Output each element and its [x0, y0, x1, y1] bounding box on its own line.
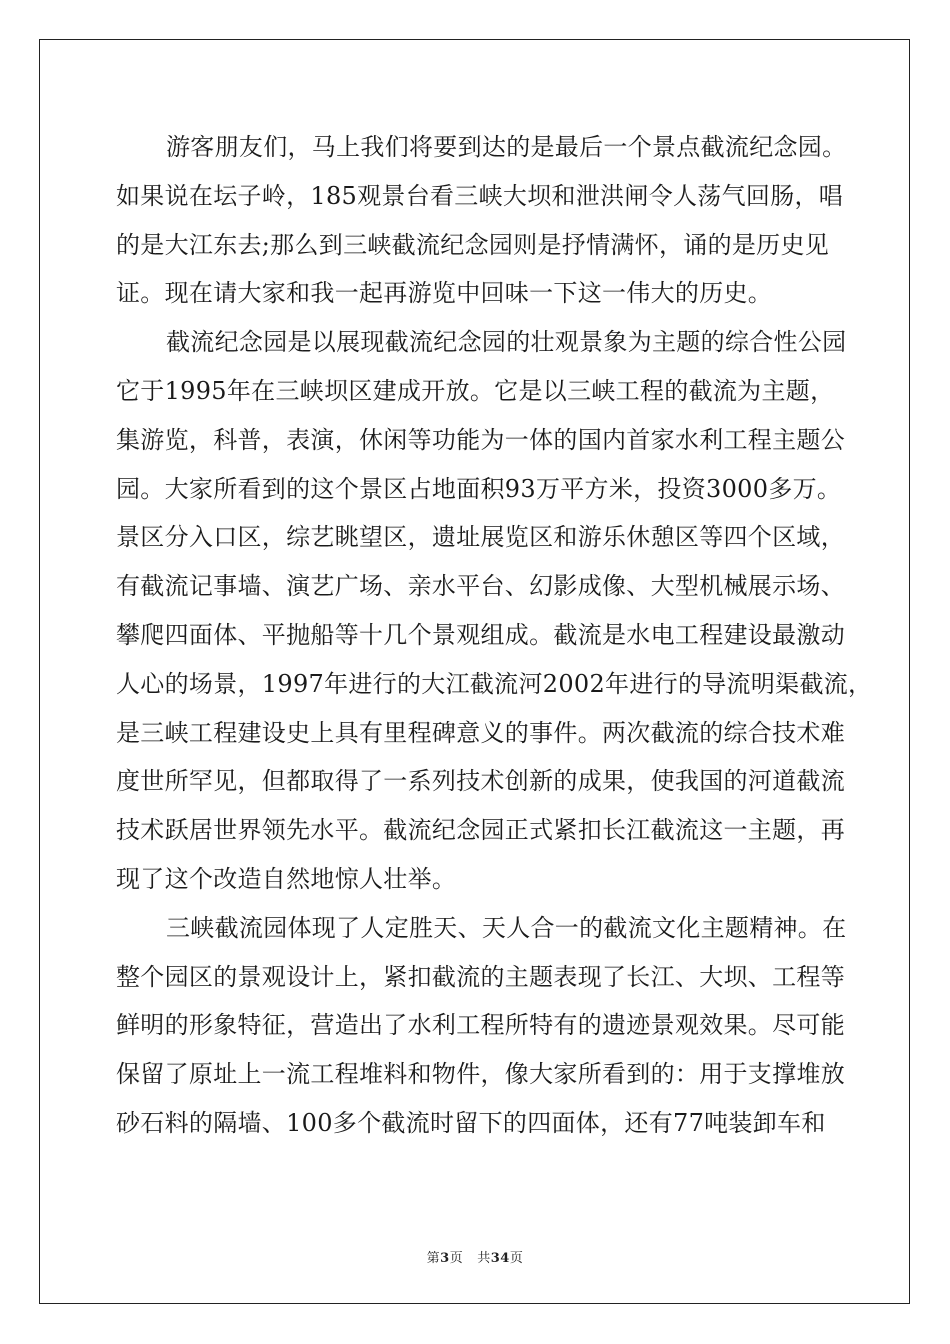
- paragraph-2-line-4: 园。大家所看到的这个景区占地面积93万平方米，投资3000多万。: [116, 474, 842, 503]
- paragraph-1-line-2: 如果说在坛子岭，185观景台看三峡大坝和泄洪闸令人荡气回肠，唱: [116, 181, 844, 210]
- current-page-number: 3: [440, 1251, 450, 1266]
- paragraph-2-line-10: 度世所罕见，但都取得了一系列技术创新的成果，使我国的河道截流: [116, 767, 845, 796]
- page-prefix: 第: [426, 1251, 441, 1266]
- paragraph-1-line-1: 游客朋友们，马上我们将要到达的是最后一个景点截流纪念园。: [166, 133, 847, 161]
- paragraph-1-line-4: 证。现在请大家和我一起再游览中回味一下这一伟大的历史。: [116, 279, 773, 308]
- paragraph-3-line-1: 三峡截流园体现了人定胜天、天人合一的截流文化主题精神。在: [166, 913, 847, 942]
- paragraph-2-line-3: 集游览，科普，表演，休闲等功能为一体的国内首家水利工程主题公: [116, 425, 845, 454]
- paragraph-3-line-2: 整个园区的景观设计上，紧扣截流的主题表现了长江、大坝、工程等: [116, 962, 845, 991]
- paragraph-2-line-7: 攀爬四面体、平抛船等十几个景观组成。截流是水电工程建设最激动: [116, 620, 845, 649]
- total-prefix: 共: [477, 1251, 491, 1266]
- document-body: [116, 123, 873, 1148]
- paragraph-2-line-1: 截流纪念园是以展现截流纪念园的壮观景象为主题的综合性公园: [166, 328, 847, 357]
- page-footer: [0, 1247, 950, 1266]
- paragraph-2-line-5: 景区分入口区，综艺眺望区，遗址展览区和游乐休憩区等四个区域，: [116, 523, 845, 552]
- paragraph-1-line-3: 的是大江东去;那么到三峡截流纪念园则是抒情满怀，诵的是历史见: [116, 230, 830, 259]
- page-suffix: 页: [449, 1251, 464, 1266]
- paragraph-2-line-8: 人心的场景，1997年进行的大江截流河2002年进行的导流明渠截流，: [116, 669, 873, 698]
- paragraph-2-line-9: 是三峡工程建设史上具有里程碑意义的事件。两次截流的综合技术难: [116, 718, 845, 747]
- paragraph-2-line-12: 现了这个改造自然地惊人壮举。: [116, 864, 457, 893]
- paragraph-2-line-6: 有截流记事墙、演艺广场、亲水平台、幻影成像、大型机械展示场、: [116, 572, 845, 601]
- paragraph-2-line-2: 它于1995年在三峡坝区建成开放。它是以三峡工程的截流为主题，: [116, 376, 835, 405]
- total-page-count: 34: [490, 1251, 510, 1266]
- paragraph-3-line-3: 鲜明的形象特征，营造出了水利工程所特有的遗迹景观效果。尽可能: [116, 1011, 845, 1040]
- paragraph-3-line-4: 保留了原址上一流工程堆料和物件，像大家所看到的：用于支撑堆放: [116, 1060, 845, 1089]
- paragraph-3-line-5: 砂石料的隔墙、100多个截流时留下的四面体，还有77吨装卸车和: [116, 1108, 826, 1137]
- paragraph-2-line-11: 技术跃居世界领先水平。截流纪念园正式紧扣长江截流这一主题，再: [116, 816, 845, 845]
- total-suffix: 页: [509, 1251, 524, 1266]
